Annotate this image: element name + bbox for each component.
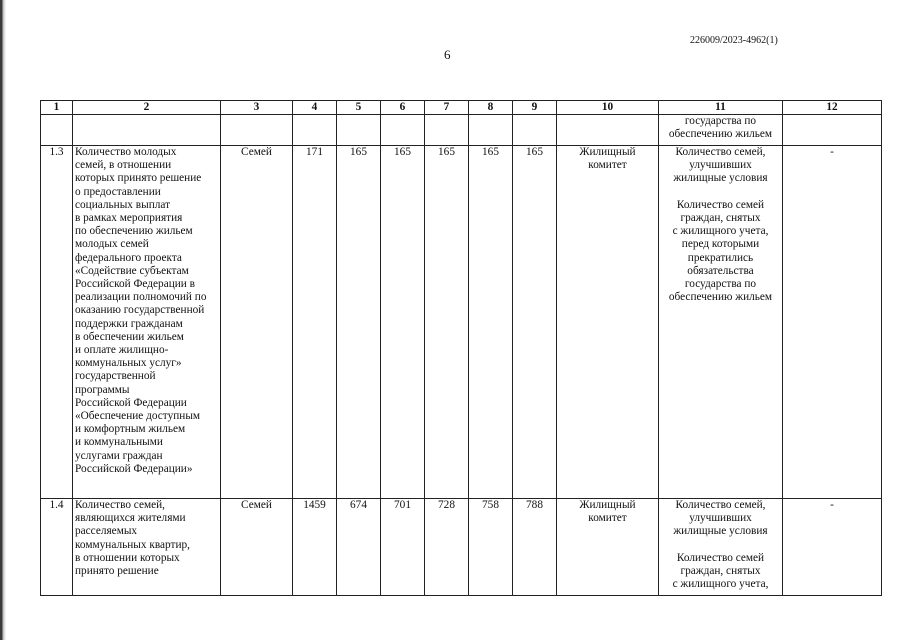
- indicator-table: [40, 100, 882, 596]
- column-header: 9: [513, 101, 557, 115]
- document-id: 226009/2023-4962(1): [690, 35, 778, 46]
- value-cell: 788: [513, 499, 557, 596]
- value-cell: 165: [469, 146, 513, 499]
- column-header: 3: [221, 101, 293, 115]
- table-row: [41, 499, 882, 596]
- value-cell: 701: [381, 499, 425, 596]
- unit-cell: Семей: [221, 146, 293, 499]
- table-header-row: [41, 101, 882, 115]
- column-header: 12: [783, 101, 882, 115]
- value-cell: 171: [293, 146, 337, 499]
- unit-cell: Семей: [221, 499, 293, 596]
- column-header: 10: [557, 101, 659, 115]
- table-row: [41, 146, 882, 499]
- column-header: 4: [293, 101, 337, 115]
- column-header: 5: [337, 101, 381, 115]
- continuation-row: [41, 115, 882, 146]
- page-number: 6: [444, 47, 451, 62]
- column-header: 11: [659, 101, 783, 115]
- column-header: 7: [425, 101, 469, 115]
- indicator-name-cell: Количество семей, являющихся жителями расселяемых коммунальных квартир, в отношении которых принято решение: [73, 499, 221, 596]
- executor-cell: Жилищный комитет: [557, 499, 659, 596]
- value-cell: 165: [425, 146, 469, 499]
- indicator-name-cell: Количество молодых семей, в отношении которых принято решение о предоставлении социальных выплат в рамках мероприятия по обеспечению жильем молодых семей федерального проекта «Содействие субъектам Российской Федерации в реализации полномочий по оказанию государственной поддержки гражданам в обеспечении жильем и оплате жилищно- коммунальных услуг» государственной программы Российской Федерации «Обеспечение доступным и комфортным жильем и коммунальными услугами граждан Российской Федерации»: [73, 146, 221, 499]
- value-cell: 728: [425, 499, 469, 596]
- value-cell: 758: [469, 499, 513, 596]
- note-cell: -: [783, 499, 882, 596]
- value-cell: 165: [513, 146, 557, 499]
- value-cell: 674: [337, 499, 381, 596]
- row-number-cell: 1.3: [41, 146, 73, 499]
- result-indicator-cell: Количество семей, улучшивших жилищные условия Количество семей граждан, снятых с жилищного учета, перед которыми прекратились обязательства государства по обеспечению жильем: [659, 146, 783, 499]
- column-header: 8: [469, 101, 513, 115]
- column-header: 2: [73, 101, 221, 115]
- value-cell: 1459: [293, 499, 337, 596]
- column-header: 1: [41, 101, 73, 115]
- value-cell: 165: [337, 146, 381, 499]
- continuation-indicator-cell: государства по обеспечению жильем: [659, 115, 783, 146]
- scan-edge: [0, 0, 6, 640]
- note-cell: -: [783, 146, 882, 499]
- row-number-cell: 1.4: [41, 499, 73, 596]
- value-cell: 165: [381, 146, 425, 499]
- executor-cell: Жилищный комитет: [557, 146, 659, 499]
- result-indicator-cell: Количество семей, улучшивших жилищные условия Количество семей граждан, снятых с жилищного учета,: [659, 499, 783, 596]
- column-header: 6: [381, 101, 425, 115]
